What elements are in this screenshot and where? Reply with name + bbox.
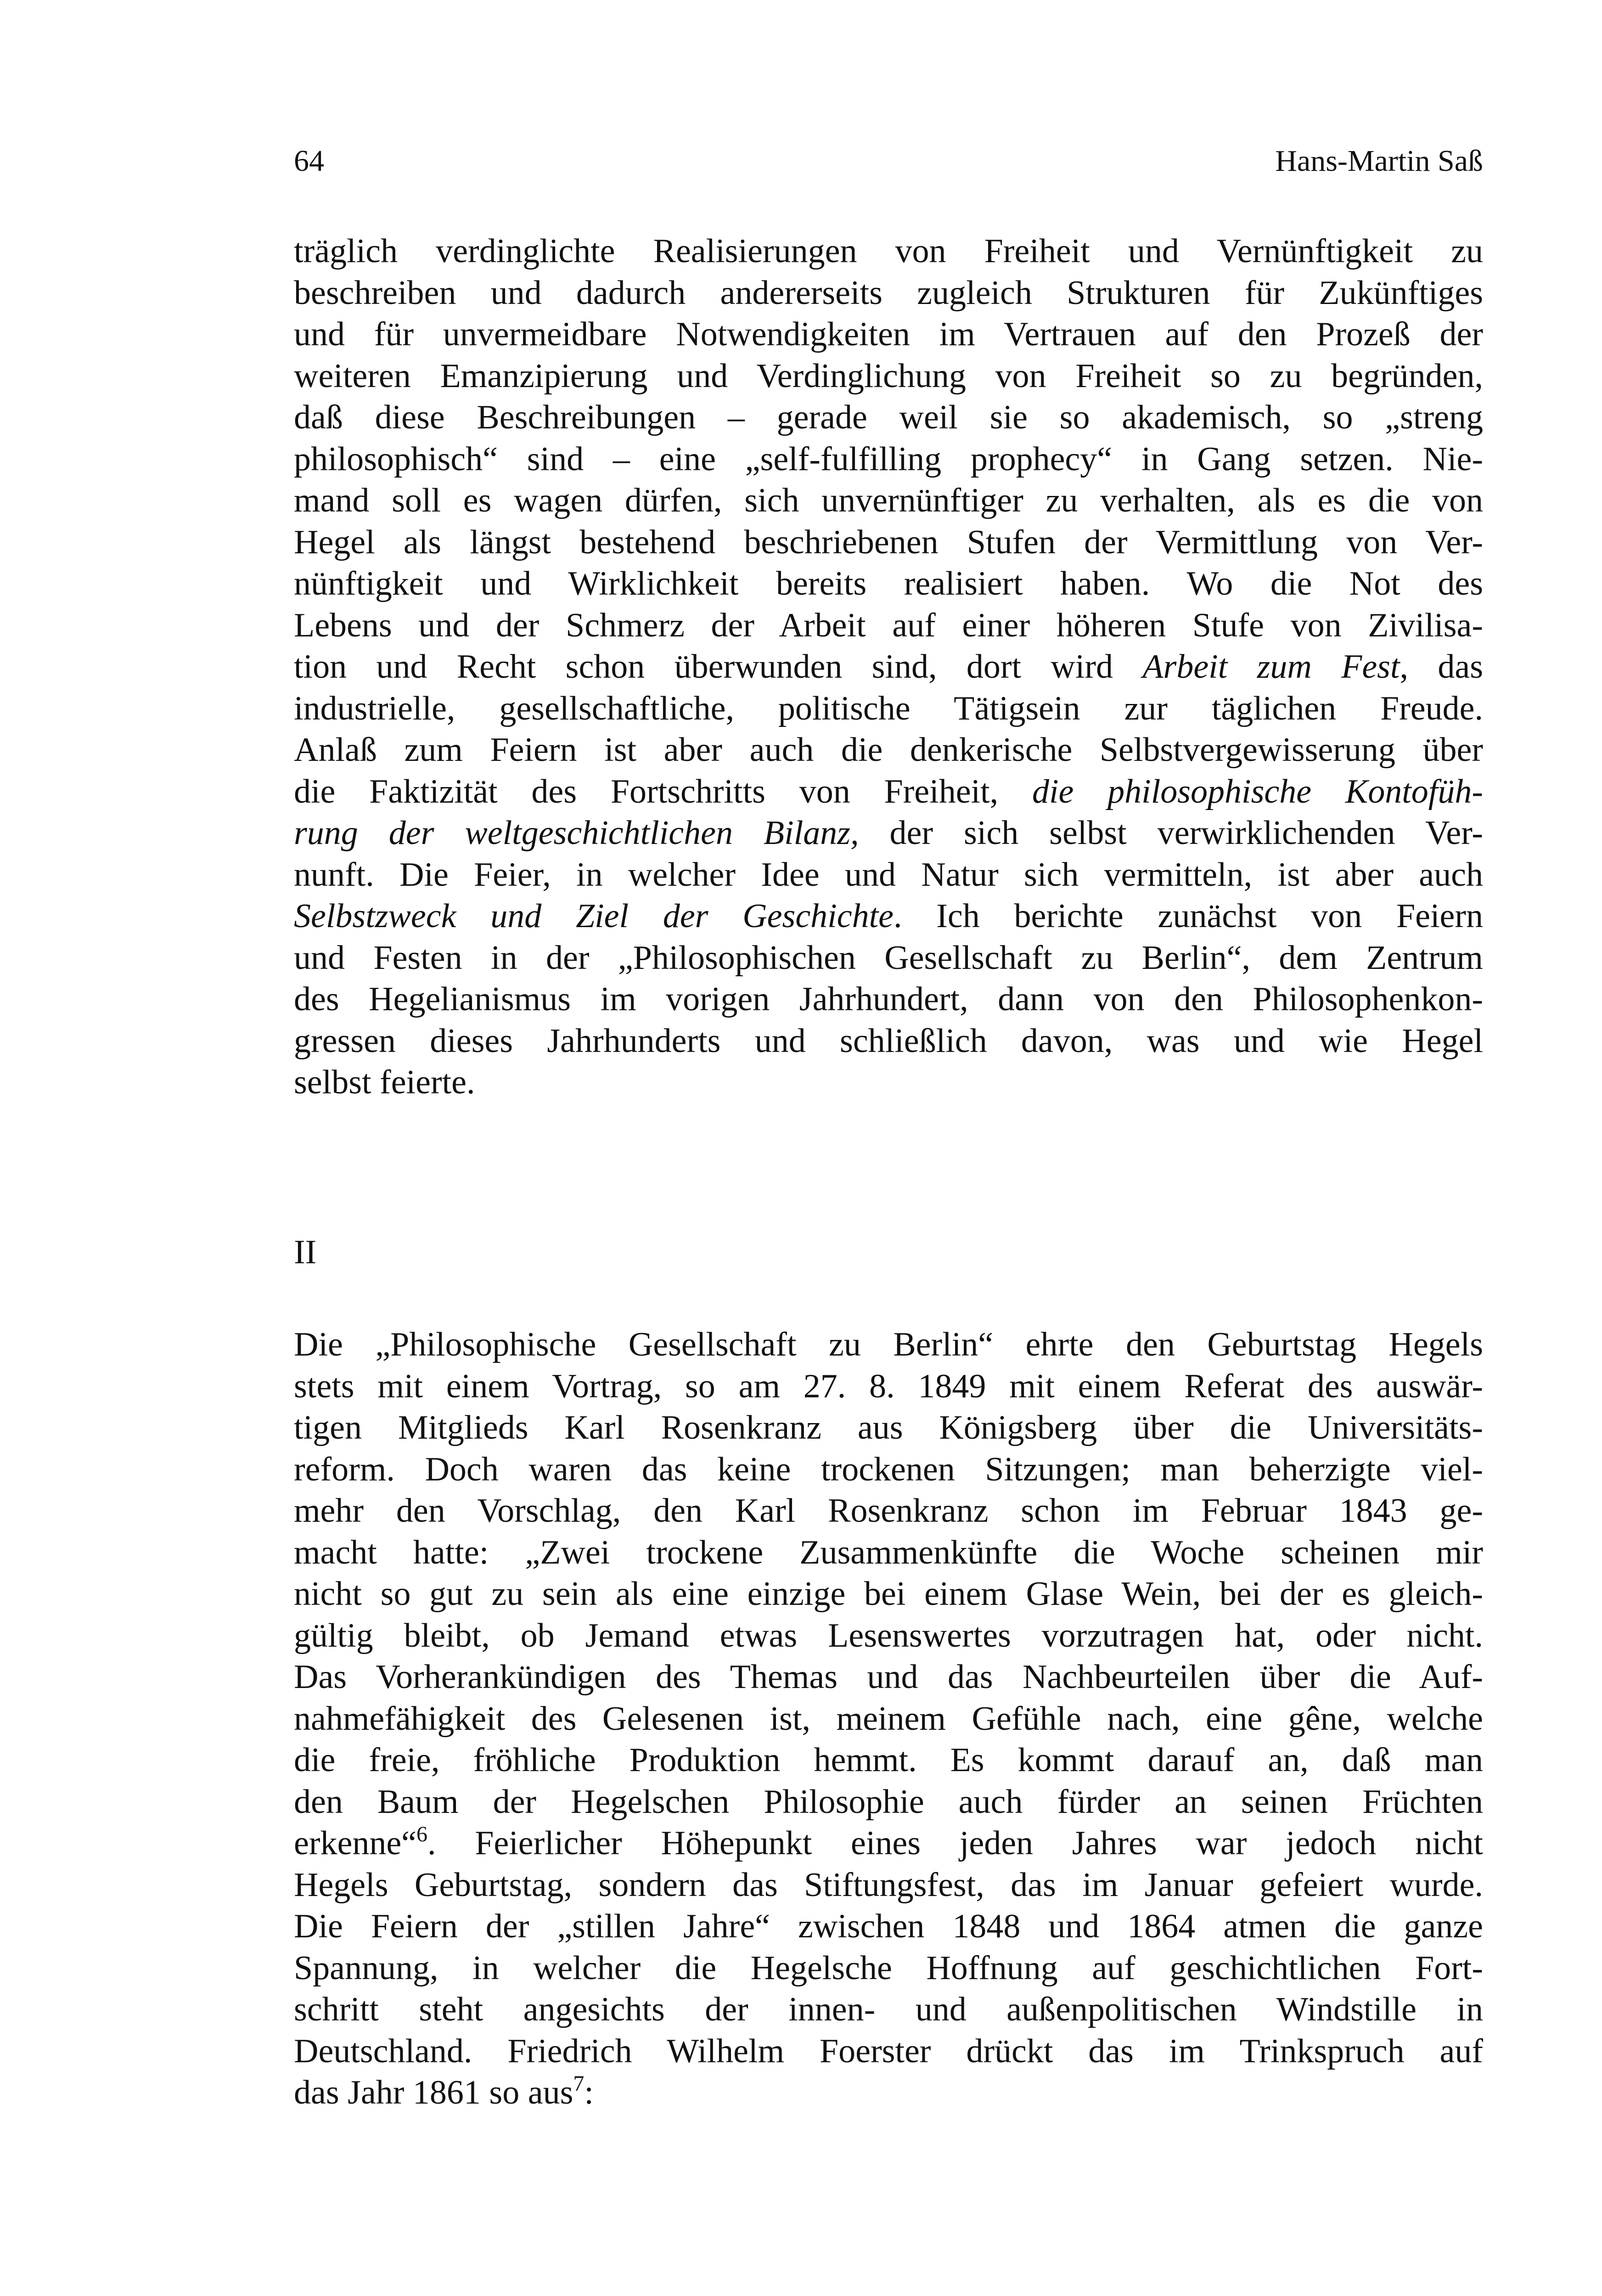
page-number: 64	[294, 144, 324, 178]
text-line: gressen dieses Jahrhunderts und schließlich davon, was und wie Hegel	[294, 1022, 1483, 1060]
running-head-author: Hans-Martin Saß	[1275, 144, 1483, 178]
text-line	[294, 771, 1483, 813]
text-line: und für unvermeidbare Notwendigkeiten im Vertrauen auf den Prozeß der	[294, 315, 1483, 353]
text-line: stets mit einem Vortrag, so am 27. 8. 1849 mit einem Referat des auswär-	[294, 1367, 1483, 1405]
emphasis-arbeit-zum-fest: Arbeit zum Fest	[1142, 648, 1400, 686]
text-line	[294, 646, 1483, 688]
text-line: industrielle, gesellschaftliche, politische Tätigsein zur täglichen Freude.	[294, 689, 1483, 727]
text-line: mand soll es wagen dürfen, sich unvernünftiger zu verhalten, als es die von	[294, 482, 1483, 519]
section-heading: II	[294, 1233, 317, 1271]
emphasis-kontofuehrung: die philosophische Kontofüh-	[1032, 772, 1483, 810]
text-line: Hegel als längst bestehend beschriebenen Stufen der Vermittlung von Ver-	[294, 523, 1483, 561]
text-line: Die „Philosophische Gesellschaft zu Berlin“ ehrte den Geburtstag Hegels	[294, 1326, 1483, 1363]
text-line	[294, 1823, 1483, 1864]
text-run: :	[584, 2074, 594, 2111]
text-line: macht hatte: „Zwei trockene Zusammenkünfte die Woche scheinen mir	[294, 1533, 1483, 1571]
text-line: beschreiben und dadurch andererseits zugleich Strukturen für Zukünftiges	[294, 274, 1483, 312]
text-run: der sich selbst verwirklichenden Ver-	[859, 814, 1483, 852]
footnote-marker: 7	[573, 2071, 585, 2096]
text-line: nunft. Die Feier, in welcher Idee und Natur sich vermitteln, ist aber auch	[294, 855, 1483, 894]
text-line: des Hegelianismus im vorigen Jahrhundert, dann von den Philosophenkon-	[294, 980, 1483, 1018]
paragraph-1	[294, 231, 1483, 1103]
text-line: und Festen in der „Philosophischen Gesellschaft zu Berlin“, dem Zentrum	[294, 939, 1483, 977]
paragraph-2	[294, 1324, 1483, 2114]
text-line: nahmefähigkeit des Gelesenen ist, meinem Gefühle nach, eine gêne, welche	[294, 1699, 1483, 1738]
emphasis-selbstzweck: Selbstzweck und Ziel der Geschichte	[294, 897, 894, 935]
text-line: den Baum der Hegelschen Philosophie auch fürder an seinen Früchten	[294, 1783, 1483, 1821]
text-line: schritt steht angesichts der innen- und außenpolitischen Windstille in	[294, 1991, 1483, 2028]
text-line: Die Feiern der „stillen Jahre“ zwischen 1848 und 1864 atmen die ganze	[294, 1908, 1483, 1945]
text-line: Hegels Geburtstag, sondern das Stiftungsfest, das im Januar gefeiert wurde.	[294, 1866, 1483, 1904]
footnote-marker: 6	[416, 1822, 428, 1846]
text-run: . Ich berichte zunächst von Feiern	[893, 897, 1483, 935]
text-line: tigen Mitglieds Karl Rosenkranz aus Königsberg über die Universitäts-	[294, 1409, 1483, 1446]
text-line: Anlaß zum Feiern ist aber auch die denkerische Selbstvergewisserung über	[294, 731, 1483, 769]
text-line: mehr den Vorschlag, den Karl Rosenkranz schon im Februar 1843 ge-	[294, 1492, 1483, 1530]
text-run: das Jahr 1861 so aus	[294, 2074, 573, 2111]
emphasis-bilanz: rung der weltgeschichtlichen Bilanz,	[294, 814, 859, 852]
text-line	[294, 2072, 1483, 2114]
text-line: Das Vorherankündigen des Themas und das Nachbeurteilen über die Auf-	[294, 1658, 1483, 1696]
text-run: erkenne“	[294, 1824, 417, 1862]
text-line: Lebens und der Schmerz der Arbeit auf einer höheren Stufe von Zivilisa-	[294, 606, 1483, 644]
text-line: daß diese Beschreibungen – gerade weil sie so akademisch, so „streng	[294, 399, 1483, 436]
text-line: gültig bleibt, ob Jemand etwas Lesenswertes vorzutragen hat, oder nicht.	[294, 1616, 1483, 1654]
text-line: träglich verdinglichte Realisierungen von Freiheit und Vernünftigkeit zu	[294, 232, 1483, 270]
text-run: , das	[1400, 648, 1483, 686]
text-line: philosophisch“ sind – eine „self-fulfilling prophecy“ in Gang setzen. Nie-	[294, 440, 1483, 478]
text-run: tion und Recht schon überwunden sind, dort wird	[294, 648, 1143, 686]
text-line: Spannung, in welcher die Hegelsche Hoffnung auf geschichtlichen Fort-	[294, 1949, 1483, 1987]
text-line: selbst feierte.	[294, 1064, 475, 1101]
text-line: weiteren Emanzipierung und Verdinglichung von Freiheit so zu begründen,	[294, 357, 1483, 395]
text-run: die Faktizität des Fortschritts von Freiheit,	[294, 772, 1032, 810]
text-line: Deutschland. Friedrich Wilhelm Foerster drückt das im Trinkspruch auf	[294, 2032, 1483, 2070]
text-run: . Feierlicher Höhepunkt eines jeden Jahres war jedoch nicht	[427, 1824, 1483, 1862]
text-line: die freie, fröhliche Produktion hemmt. Es kommt darauf an, daß man	[294, 1741, 1483, 1779]
text-line: nicht so gut zu sein als eine einzige bei einem Glase Wein, bei der es gleich-	[294, 1575, 1483, 1613]
text-line: nünftigkeit und Wirklichkeit bereits realisiert haben. Wo die Not des	[294, 565, 1483, 602]
text-line	[294, 812, 1483, 854]
text-line: reform. Doch waren das keine trockenen Sitzungen; man beherzigte viel-	[294, 1450, 1483, 1488]
text-line	[294, 895, 1483, 937]
